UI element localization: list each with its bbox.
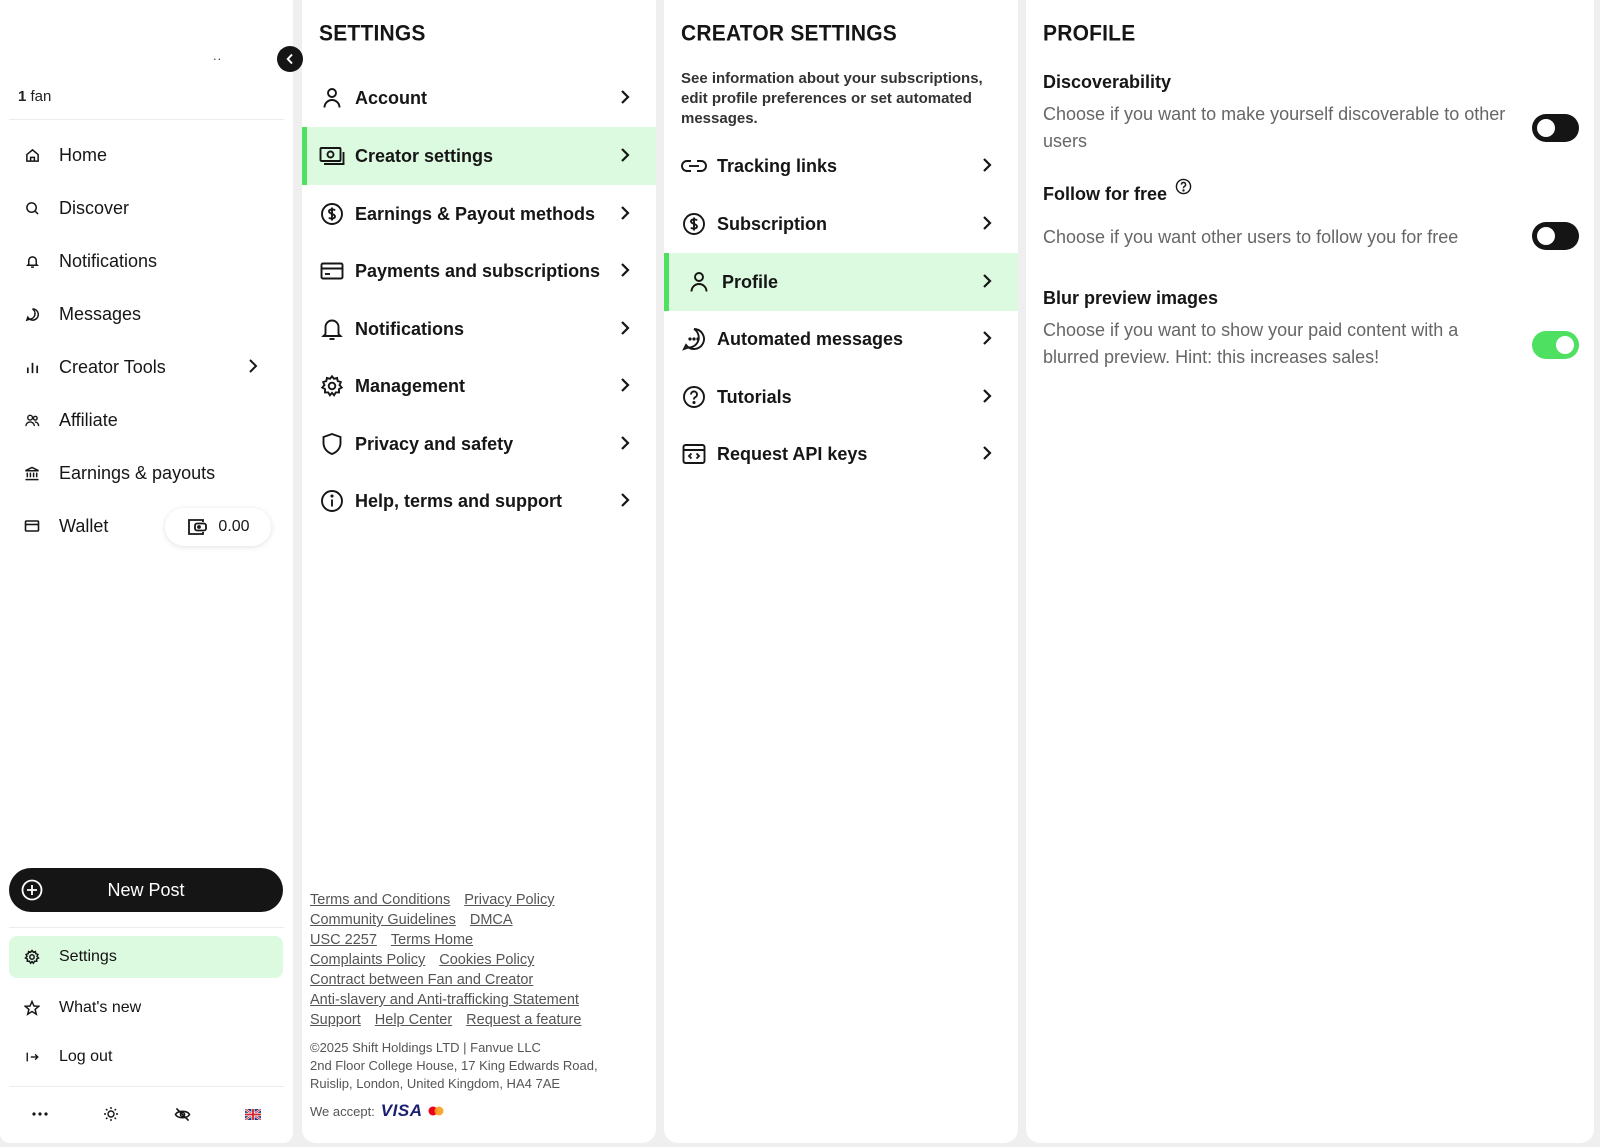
chevron-right-icon bbox=[620, 435, 630, 451]
nav-label: Log out bbox=[59, 1048, 113, 1065]
creator-item-label: Profile bbox=[722, 271, 779, 292]
nav-whats-new[interactable] bbox=[9, 988, 283, 1028]
code-window-icon bbox=[681, 441, 707, 467]
creator-item-label: Automated messages bbox=[717, 328, 904, 349]
chevron-left-icon bbox=[286, 53, 294, 65]
collapse-sidebar-button[interactable] bbox=[277, 46, 303, 72]
dollar-circle-icon bbox=[681, 211, 707, 237]
chevron-right-icon bbox=[982, 157, 992, 173]
new-post-button[interactable] bbox=[9, 868, 283, 912]
chat-bubble-icon bbox=[681, 326, 707, 352]
blur-preview-description: Choose if you want to show your paid content with a blurred preview. Hint: this increases sales! bbox=[1043, 320, 1459, 367]
payment-methods bbox=[310, 1101, 640, 1121]
footer-link[interactable]: Terms Home bbox=[390, 932, 474, 948]
nav-home[interactable] bbox=[9, 133, 284, 177]
settings-item-creator-settings[interactable] bbox=[302, 127, 656, 185]
bell-icon bbox=[319, 316, 345, 342]
toggle-knob bbox=[1537, 119, 1555, 137]
nav-notifications[interactable] bbox=[9, 239, 284, 283]
blur-preview-toggle[interactable] bbox=[1532, 331, 1579, 359]
chevron-right-icon bbox=[620, 147, 630, 163]
uk-flag-icon[interactable] bbox=[243, 1104, 263, 1124]
settings-item-label: Account bbox=[355, 87, 427, 108]
footer-link[interactable]: Support bbox=[310, 1012, 361, 1028]
footer-link[interactable]: Community Guidelines bbox=[310, 912, 456, 928]
new-post-label: New Post bbox=[107, 879, 185, 900]
mastercard-icon bbox=[428, 1106, 444, 1116]
nav-creator-tools[interactable] bbox=[9, 345, 284, 389]
chat-bubble-icon bbox=[22, 304, 42, 324]
discoverability-toggle[interactable] bbox=[1532, 114, 1579, 142]
creator-item-tutorials[interactable] bbox=[664, 368, 1018, 426]
nav-label: Messages bbox=[59, 303, 142, 324]
wallet-balance-pill[interactable] bbox=[165, 508, 271, 546]
settings-item-earnings-payout[interactable] bbox=[302, 185, 656, 243]
card-icon bbox=[319, 258, 345, 284]
creator-settings-title: CREATOR SETTINGS bbox=[681, 21, 897, 46]
copyright bbox=[310, 1039, 640, 1093]
user-icon bbox=[686, 269, 712, 295]
creator-item-label: Tutorials bbox=[717, 386, 792, 407]
question-circle-icon bbox=[681, 384, 707, 410]
home-icon bbox=[22, 145, 42, 165]
footer-link[interactable]: Cookies Policy bbox=[439, 952, 535, 968]
footer-link[interactable]: Complaints Policy bbox=[310, 952, 426, 968]
user-icon bbox=[319, 85, 345, 111]
settings-item-privacy[interactable] bbox=[302, 415, 656, 473]
nav-label: Home bbox=[59, 144, 108, 165]
fan-count bbox=[18, 88, 51, 105]
chevron-right-icon bbox=[620, 320, 630, 336]
settings-item-label: Creator settings bbox=[355, 145, 494, 166]
chevron-right-icon bbox=[620, 205, 630, 221]
divider bbox=[9, 1086, 284, 1087]
follow-for-free-title: Follow for free bbox=[1043, 184, 1168, 204]
we-accept-label: We accept: bbox=[310, 1103, 375, 1119]
chevron-right-icon bbox=[982, 215, 992, 231]
chevron-right-icon bbox=[620, 492, 630, 508]
gear-icon bbox=[22, 947, 42, 967]
follow-for-free-heading bbox=[1043, 184, 1192, 205]
discoverability-description: Choose if you want to make yourself discoverable to other users bbox=[1043, 104, 1506, 151]
chevron-right-icon bbox=[620, 377, 630, 393]
chevron-right-icon bbox=[248, 358, 258, 374]
nav-label: Wallet bbox=[59, 515, 109, 536]
wallet-balance: 0.00 bbox=[218, 518, 250, 535]
logout-icon bbox=[22, 1047, 42, 1067]
footer-link[interactable]: Privacy Policy bbox=[464, 892, 555, 908]
divider bbox=[9, 119, 284, 120]
nav-earnings[interactable] bbox=[9, 451, 284, 495]
nav-label: What's new bbox=[59, 999, 142, 1016]
settings-item-label: Privacy and safety bbox=[355, 433, 514, 454]
follow-for-free-description: Choose if you want other users to follow you for free bbox=[1043, 227, 1459, 247]
sun-icon[interactable] bbox=[101, 1104, 121, 1124]
visa-logo: VISA bbox=[380, 1101, 423, 1120]
settings-item-management[interactable] bbox=[302, 357, 656, 415]
fan-count-number: 1 bbox=[18, 88, 27, 105]
footer-link[interactable]: Contract between Fan and Creator bbox=[310, 972, 534, 988]
toggle-knob bbox=[1556, 336, 1574, 354]
blur-preview-title: Blur preview images bbox=[1043, 288, 1219, 308]
nav-discover[interactable] bbox=[9, 186, 284, 230]
settings-title: SETTINGS bbox=[319, 21, 426, 46]
nav-label: Notifications bbox=[59, 250, 158, 271]
footer-link[interactable]: Terms and Conditions bbox=[310, 892, 451, 908]
help-circle-icon[interactable] bbox=[1175, 178, 1192, 195]
profile-name-placeholder: .. bbox=[213, 48, 223, 63]
creator-item-subscription[interactable] bbox=[664, 195, 1018, 253]
divider bbox=[9, 927, 284, 928]
settings-item-label: Earnings & Payout methods bbox=[355, 203, 596, 224]
nav-label: Settings bbox=[59, 948, 117, 965]
wallet-icon bbox=[186, 517, 208, 537]
chevron-right-icon bbox=[982, 330, 992, 346]
bank-icon bbox=[22, 463, 42, 483]
footer-link[interactable]: USC 2257 bbox=[310, 932, 377, 948]
settings-item-label: Management bbox=[355, 375, 466, 396]
toggle-knob bbox=[1537, 227, 1555, 245]
nav-label: Affiliate bbox=[59, 409, 118, 430]
creator-item-label: Tracking links bbox=[717, 155, 838, 176]
bell-icon bbox=[22, 251, 42, 271]
nav-settings[interactable] bbox=[9, 936, 283, 978]
footer-link[interactable]: DMCA bbox=[469, 912, 513, 928]
nav-affiliate[interactable] bbox=[9, 398, 284, 442]
eye-off-icon[interactable] bbox=[172, 1104, 192, 1124]
chevron-right-icon bbox=[982, 445, 992, 461]
fan-count-label: fan bbox=[30, 88, 52, 105]
creator-item-profile[interactable] bbox=[664, 253, 1018, 311]
chevron-right-icon bbox=[620, 262, 630, 278]
more-dots-icon[interactable] bbox=[30, 1104, 50, 1124]
settings-item-notifications[interactable] bbox=[302, 300, 656, 358]
address-line: Ruislip, London, United Kingdom, HA4 7AE bbox=[310, 1076, 561, 1091]
search-icon bbox=[22, 198, 42, 218]
legal-footer bbox=[310, 890, 640, 1121]
nav-messages[interactable] bbox=[9, 292, 284, 336]
card-icon bbox=[22, 516, 42, 536]
settings-item-help[interactable] bbox=[302, 472, 656, 530]
creator-item-request-api-keys[interactable] bbox=[664, 425, 1018, 483]
sidebar-bottom-toolbar bbox=[0, 1100, 293, 1128]
chevron-right-icon bbox=[982, 273, 992, 289]
footer-link[interactable]: Anti-slavery and Anti-trafficking Statement bbox=[310, 992, 579, 1008]
creator-item-automated-messages[interactable] bbox=[664, 310, 1018, 368]
profile-title: PROFILE bbox=[1043, 21, 1136, 46]
star-icon bbox=[22, 998, 42, 1018]
settings-item-label: Payments and subscriptions bbox=[355, 260, 601, 281]
footer-links bbox=[310, 890, 640, 1030]
gear-icon bbox=[319, 373, 345, 399]
creator-item-tracking-links[interactable] bbox=[664, 137, 1018, 195]
address-line: 2nd Floor College House, 17 King Edwards Road, bbox=[310, 1058, 598, 1073]
settings-item-payments[interactable] bbox=[302, 242, 656, 300]
footer-link[interactable]: Help Center bbox=[374, 1012, 453, 1028]
nav-label: Earnings & payouts bbox=[59, 462, 216, 483]
dollar-circle-icon bbox=[319, 201, 345, 227]
settings-item-label: Notifications bbox=[355, 318, 465, 339]
profile-panel bbox=[1026, 0, 1594, 1143]
follow-for-free-toggle[interactable] bbox=[1532, 222, 1579, 250]
shield-icon bbox=[319, 431, 345, 457]
money-icon bbox=[319, 143, 345, 169]
bar-chart-icon bbox=[22, 357, 42, 377]
nav-label: Creator Tools bbox=[59, 356, 166, 377]
footer-link[interactable]: Request a feature bbox=[466, 1012, 582, 1028]
creator-item-label: Subscription bbox=[717, 213, 828, 234]
chevron-right-icon bbox=[620, 89, 630, 105]
sidebar bbox=[0, 0, 293, 1143]
nav-log-out[interactable] bbox=[9, 1037, 283, 1077]
discoverability-title: Discoverability bbox=[1043, 72, 1172, 92]
settings-item-label: Help, terms and support bbox=[355, 490, 563, 511]
info-icon bbox=[319, 488, 345, 514]
creator-settings-description: See information about your subscriptions, edit profile preferences or set automated messages. bbox=[681, 70, 983, 127]
settings-item-account[interactable] bbox=[302, 69, 656, 127]
users-icon bbox=[22, 410, 42, 430]
plus-circle-icon bbox=[21, 879, 43, 901]
creator-item-label: Request API keys bbox=[717, 443, 868, 464]
link-icon bbox=[681, 153, 707, 179]
copyright-line: ©2025 Shift Holdings LTD | Fanvue LLC bbox=[310, 1040, 541, 1055]
nav-label: Discover bbox=[59, 197, 130, 218]
chevron-right-icon bbox=[982, 388, 992, 404]
